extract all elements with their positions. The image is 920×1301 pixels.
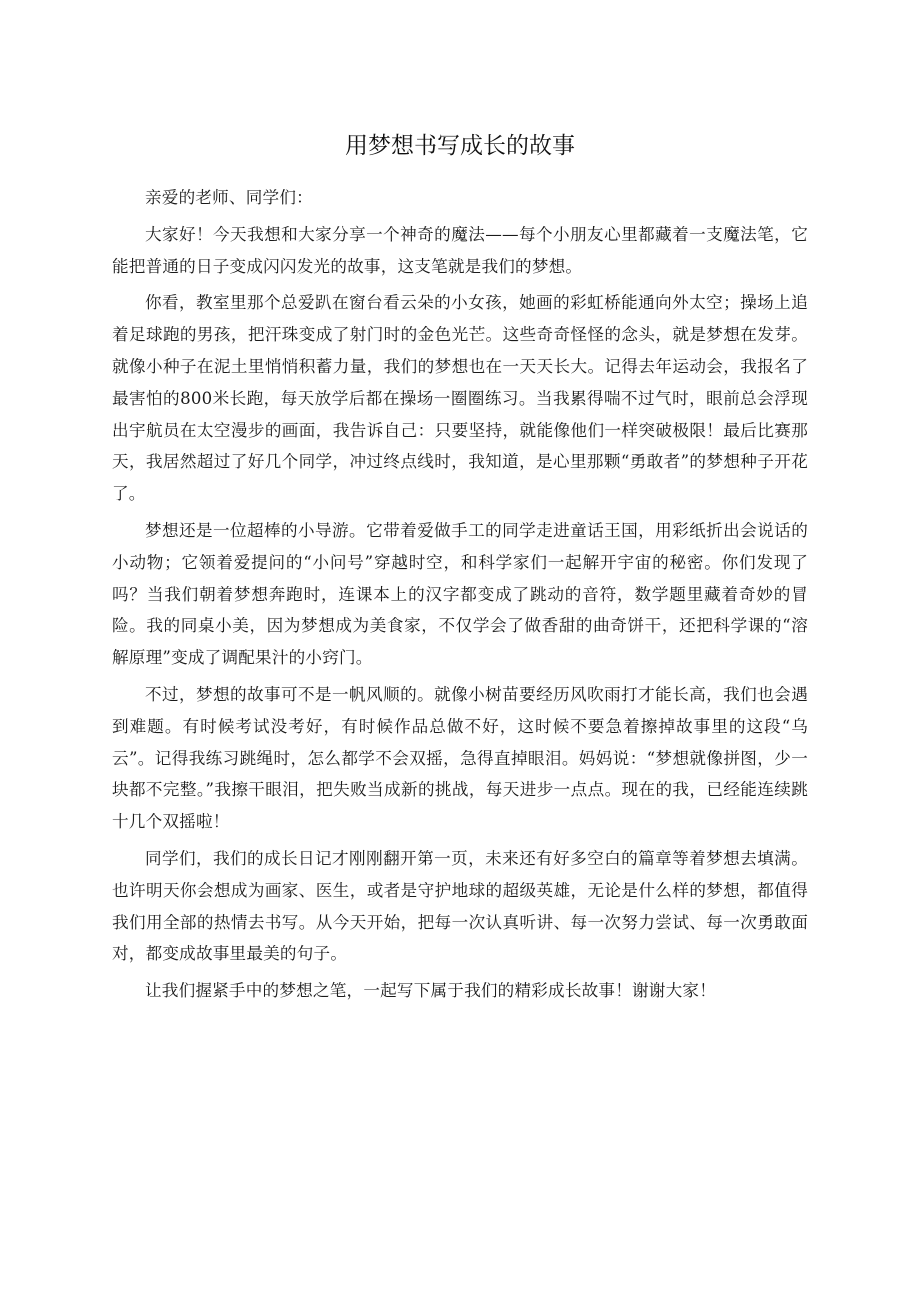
paragraph-future-pages: 同学们，我们的成长日记才刚刚翻开第一页，未来还有好多空白的篇章等着梦想去填满。也许明天你会想成为画家、医生，或者是守护地球的超级英雄，无论是什么样的梦想，都值得我们用全部的热情去书写。从今天开始，把每一次认真听讲、每一次努力尝试、每一次勇敢面对，都变成故事里最美的句子。 <box>112 848 808 964</box>
salutation: 亲爱的老师、同学们： <box>145 188 313 207</box>
page-title: 用梦想书写成长的故事 <box>345 133 575 159</box>
paragraph-greeting: 大家好！今天我想和大家分享一个神奇的魔法——每个小朋友心里都藏着一支魔法笔，它能把普通的日子变成闪闪发光的故事，这支笔就是我们的梦想。 <box>112 224 808 276</box>
paragraph-dream-challenges: 不过，梦想的故事可不是一帆风顺的。就像小树苗要经历风吹雨打才能长高，我们也会遇到难题。有时候考试没考好，有时候作品总做不好，这时候不要急着擦掉故事里的这段“乌云”。记得我练习跳绳时，怎么都学不会双摇，急得直掉眼泪。妈妈说：“梦想就像拼图，少一块都不完整。”我擦干眼泪，把失败当成新的挑战，每天进步一点点。现在的我，已经能连续跳十几个双摇啦！ <box>112 684 808 832</box>
paragraph-dream-guide: 梦想还是一位超棒的小导游。它带着爱做手工的同学走进童话王国，用彩纸折出会说话的小动物；它领着爱提问的“小问号”穿越时空，和科学家们一起解开宇宙的秘密。你们发现了吗？当我们朝着梦想奔跑时，连课本上的汉字都变成了跳动的音符，数学题里藏着奇妙的冒险。我的同桌小美，因为梦想成为美食家，不仅学会了做香甜的曲奇饼干，还把科学课的“溶解原理”变成了调配果汁的小窍门。 <box>112 520 808 668</box>
paragraph-closing: 让我们握紧手中的梦想之笔，一起写下属于我们的精彩成长故事！谢谢大家！ <box>145 981 716 1001</box>
paragraph-dream-sprouting: 你看，教室里那个总爱趴在窗台看云朵的小女孩，她画的彩虹桥能通向外太空；操场上追着足球跑的男孩，把汗珠变成了射门时的金色光芒。这些奇奇怪怪的念头，就是梦想在发芽。就像小种子在泥土里悄悄积蓄力量，我们的梦想也在一天天长大。记得去年运动会，我报名了最害怕的800米长跑，每天放学后都在操场一圈圈练习。当我累得喘不过气时，眼前总会浮现出宇航员在太空漫步的画面，我告诉自己：只要坚持，就能像他们一样突破极限！最后比赛那天，我居然超过了好几个同学，冲过终点线时，我知道，是心里那颗“勇敢者”的梦想种子开花了。 <box>112 293 808 504</box>
speech-body <box>112 182 808 1007</box>
